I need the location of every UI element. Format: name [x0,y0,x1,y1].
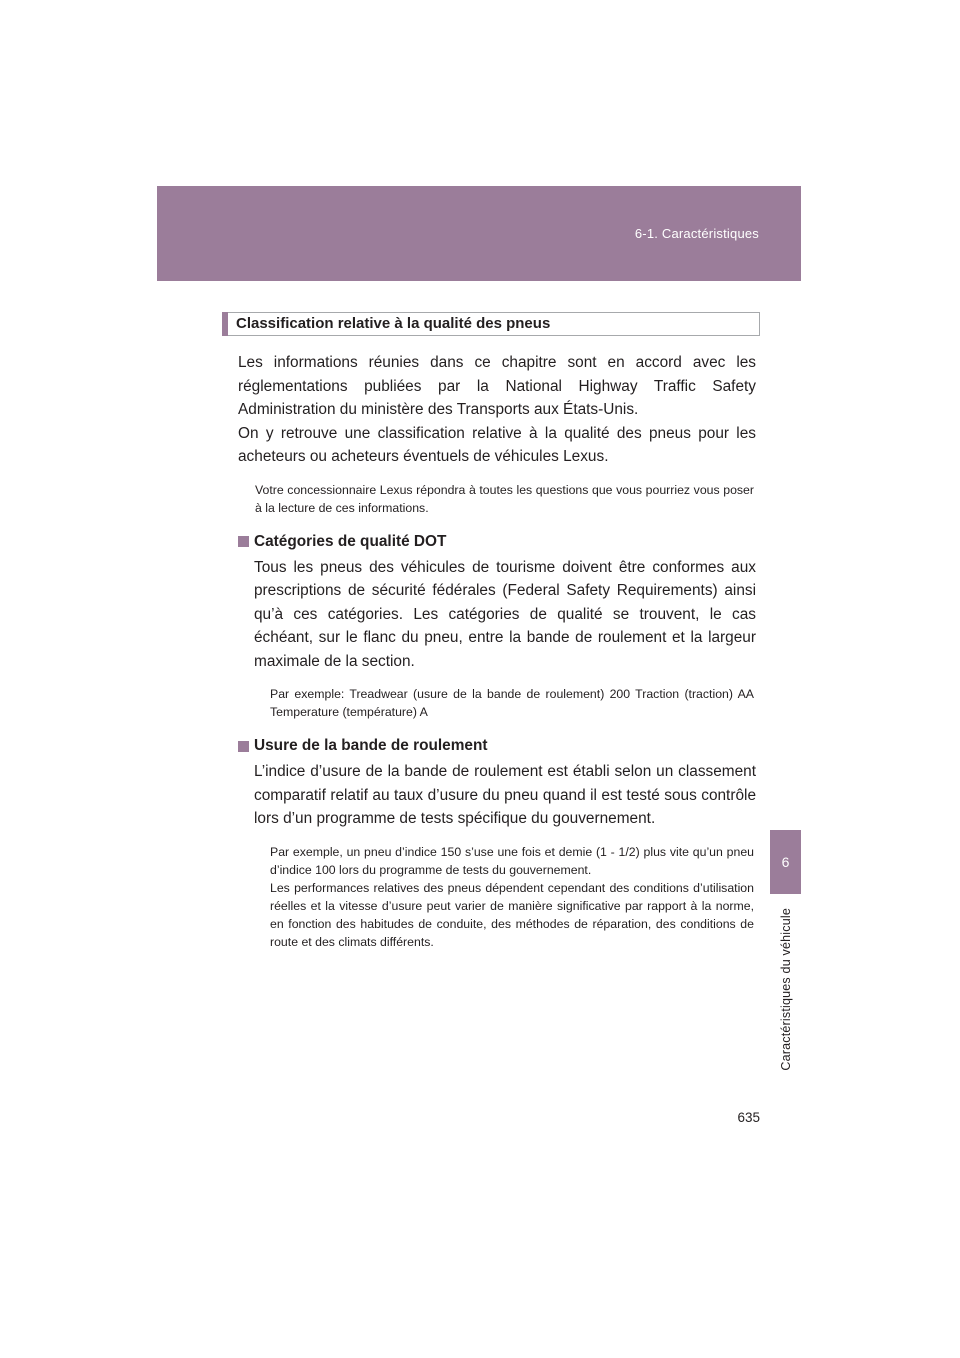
chapter-number-tab: 6 [770,830,801,894]
section-breadcrumb: 6-1. Caractéristiques [634,226,759,241]
subsection-body-treadwear: L’indice d’usure de la bande de roulement est établi selon un classement comparatif relatif au taux d’usure du pneu quand il est testé sous contrôle lors d’un programme de tests spécifique du gouvernement. [254,763,756,827]
intro-paragraph: Les informations réunies dans ce chapitre sont en accord avec les réglementations publiées par la National Highway Traffic Safety Administration du ministère des Transports aux États-Unis. [238,354,756,418]
main-content [222,312,760,951]
subsection-note-dot [270,685,754,721]
section-title: Classification relative à la qualité des pneus [222,312,760,336]
intro-paragraph: On y retrouve une classification relative à la qualité des pneus pour les acheteurs ou acheteurs éventuels de véhicules Lexus. [238,424,756,465]
subsection-note-treadwear [270,843,754,951]
subsection-heading-text: Catégories de qualité DOT [254,532,447,550]
intro-note-text: Votre concessionnaire Lexus répondra à toutes les questions que vous pourriez vous poser à la lecture de ces informations. [255,482,754,515]
page-number: 635 [737,1110,760,1125]
subsection-body-dot: Tous les pneus des véhicules de tourisme doivent être conformes aux prescriptions de sécurité fédérales (Federal Safety Requirements) ainsi qu’à ces catégories. Les catégories de qualité se trouvent, le cas échéant, sur le flanc du pneu, entre la bande de roulement et la largeur maximale de la section. [254,558,756,670]
subsection-heading-treadwear [238,735,760,757]
subsection-note-text: Les performances relatives des pneus dépendent cependant des conditions d’utilisation réelles et la vitesse d’usure peut varier de manière significative par rapport à la norme, en fonction des habitudes de conduite, des méthodes de réparation, des conditions de route et des climats différents. [270,880,754,949]
chapter-title-side-label [770,894,801,1084]
square-bullet-icon [238,741,249,752]
intro-body [238,351,756,469]
subsection-note-text: Par exemple: Treadwear (usure de la bande de roulement) 200 Traction (traction) AA Temperature (température) A [270,687,754,719]
subsection-heading-dot [238,531,760,553]
header-band [157,186,801,281]
subsection-note-text: Par exemple, un pneu d’indice 150 s’use une fois et demie (1 - 1/2) plus vite qu’un pneu d’indice 100 lors du programme de tests du gouvernement. [270,844,754,877]
square-bullet-icon [238,536,249,547]
chapter-title-text: Caractéristiques du véhicule [778,907,793,1071]
subsection-heading-text: Usure de la bande de roulement [254,737,488,754]
intro-note [255,481,754,517]
